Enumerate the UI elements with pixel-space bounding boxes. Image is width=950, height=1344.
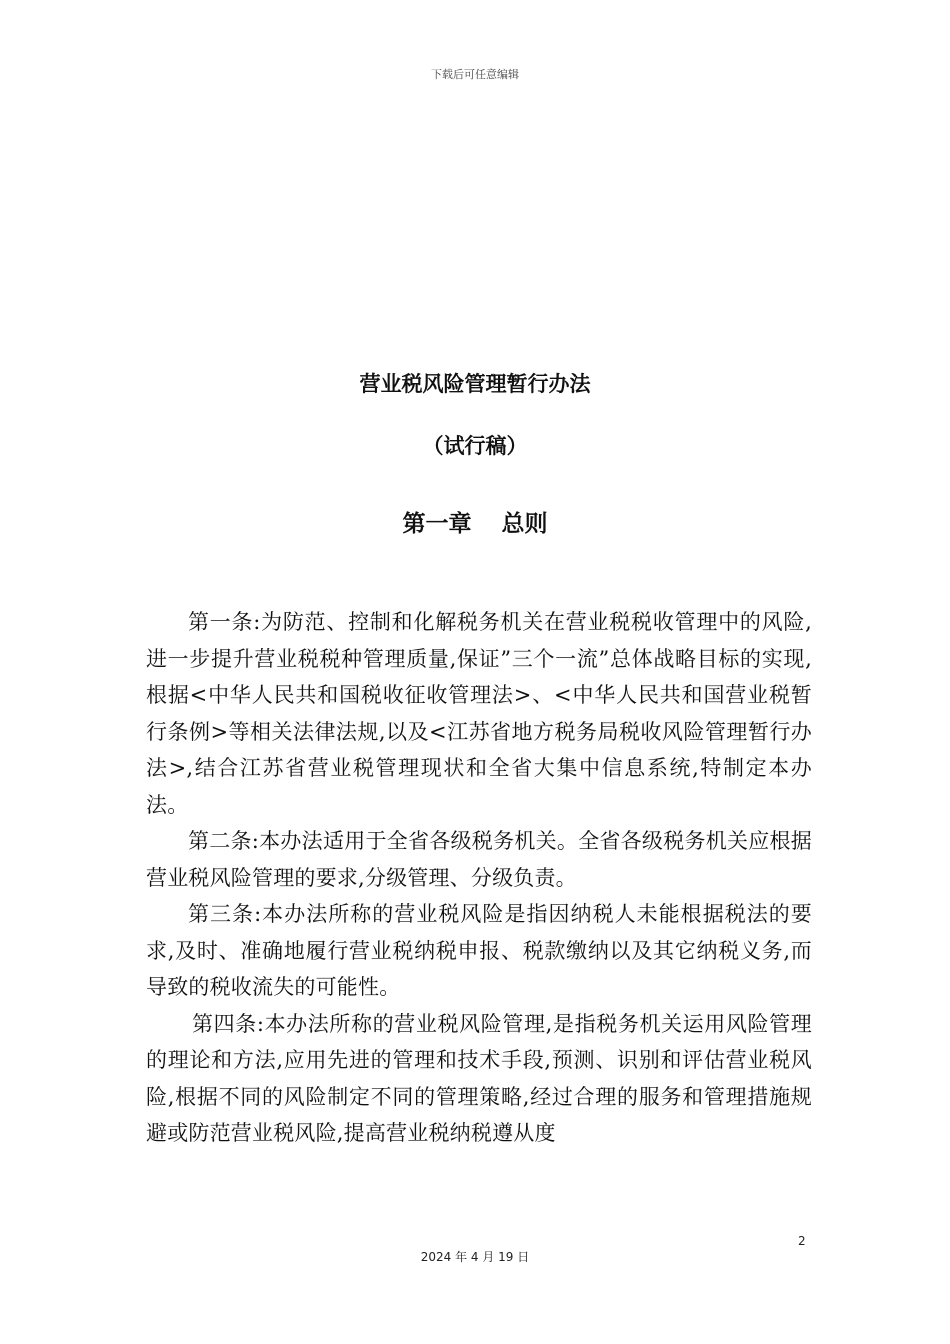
chapter-number: 第一章 xyxy=(402,511,472,537)
article-4: 第四条:本办法所称的营业税风险管理,是指税务机关运用风险管理的理论和方法,应用先进的管理和技术手段,预测、识别和评估营业税风险,根据不同的风险制定不同的管理策略,经过合理的服务和管理措施规避或防范营业税风险,提高营业税纳税遵从度 xyxy=(146,1011,812,1145)
document-subtitle: （试行稿） xyxy=(422,434,528,458)
article-1: 第一条:为防范、控制和化解税务机关在营业税税收管理中的风险,进一步提升营业税税种管理质量,保证”三个一流”总体战略目标的实现,根据<中华人民共和国税收征收管理法>、<中华人民共和国营业税暂行条例>等相关法律法规,以及<江苏省地方税务局税收风险管理暂行办法>,结合江苏省营业税管理现状和全省大集中信息系统,特制定本办法。 xyxy=(146,610,812,817)
document-body xyxy=(146,604,812,1152)
header-note: 下载后可任意编辑 xyxy=(431,68,519,81)
article-2: 第二条:本办法适用于全省各级税务机关。全省各级税务机关应根据营业税风险管理的要求,分级管理、分级负责。 xyxy=(146,829,812,890)
footer-date: 2024 年 4 月 19 日 xyxy=(420,1250,530,1264)
page-number: 2 xyxy=(798,1234,806,1248)
chapter-heading xyxy=(0,505,950,538)
document-title: 营业税风险管理暂行办法 xyxy=(359,372,591,396)
article-3: 第三条:本办法所称的营业税风险是指因纳税人未能根据税法的要求,及时、准确地履行营业税纳税申报、税款缴纳以及其它纳税义务,而导致的税收流失的可能性。 xyxy=(146,902,812,999)
chapter-title: 总则 xyxy=(501,511,548,537)
